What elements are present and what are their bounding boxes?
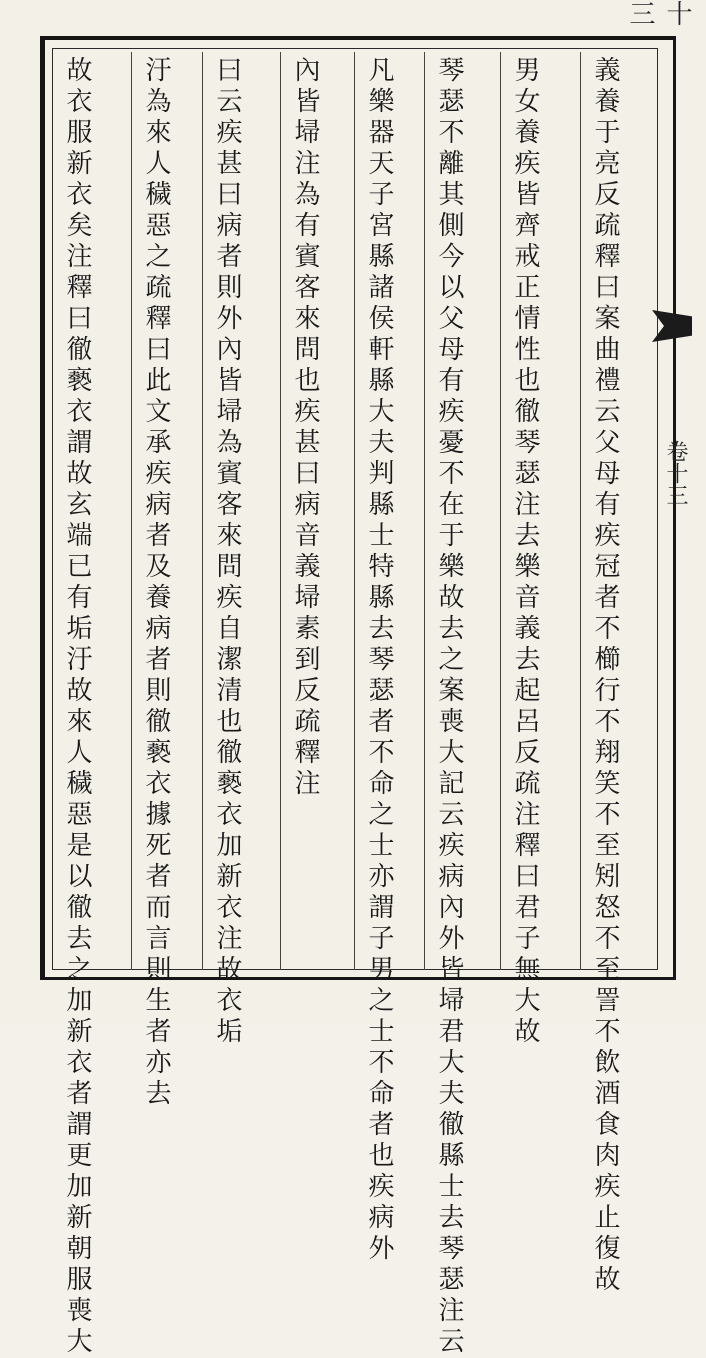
text-column-2: 男女養疾皆齊戒正情性也徹琴瑟注去樂音義去起呂反疏注釋曰君子無大故 xyxy=(510,56,540,1048)
column-rule xyxy=(500,52,501,970)
column-rule xyxy=(131,52,132,970)
text-column-8: 故衣服新衣矣注釋曰徹褻衣謂故玄端已有垢汙故來人穢惡是以徹去之加新衣者謂更加新朝服喪大 xyxy=(62,56,92,1358)
column-rule xyxy=(580,52,581,970)
column-rule xyxy=(280,52,281,970)
column-rule xyxy=(424,52,425,970)
text-column-3: 琴瑟不離其側今以父母有疾憂不在于樂故去之案喪大記云疾病內外皆埽君大夫徹縣士去琴瑟注云 xyxy=(434,56,464,1358)
text-column-5: 內皆埽注為有賓客來問也疾甚曰病音義埽素到反疏釋注 xyxy=(290,56,320,800)
header-fragment: 十三 xyxy=(625,0,692,26)
column-rule xyxy=(354,52,355,970)
text-column-1: 義養于亮反疏釋曰案曲禮云父母有疾冠者不櫛行不翔笑不至矧怒不至詈不飲酒食肉疾止復故 xyxy=(590,56,620,1296)
text-column-4: 凡樂器天子宮縣諸侯軒縣大夫判縣士特縣去琴瑟者不命之士亦謂子男之士不命者也疾病外 xyxy=(364,56,394,1265)
text-column-7: 汙為來人穢惡之疏釋曰此文承疾病者及養病者則徹褻衣據死者而言則生者亦去 xyxy=(141,56,171,1110)
volume-label: 卷十三 xyxy=(663,440,688,506)
column-rule xyxy=(202,52,203,970)
text-column-6: 曰云疾甚曰病者則外內皆埽為賓客來問疾自潔清也徹褻衣加新衣注故衣垢 xyxy=(212,56,242,1048)
